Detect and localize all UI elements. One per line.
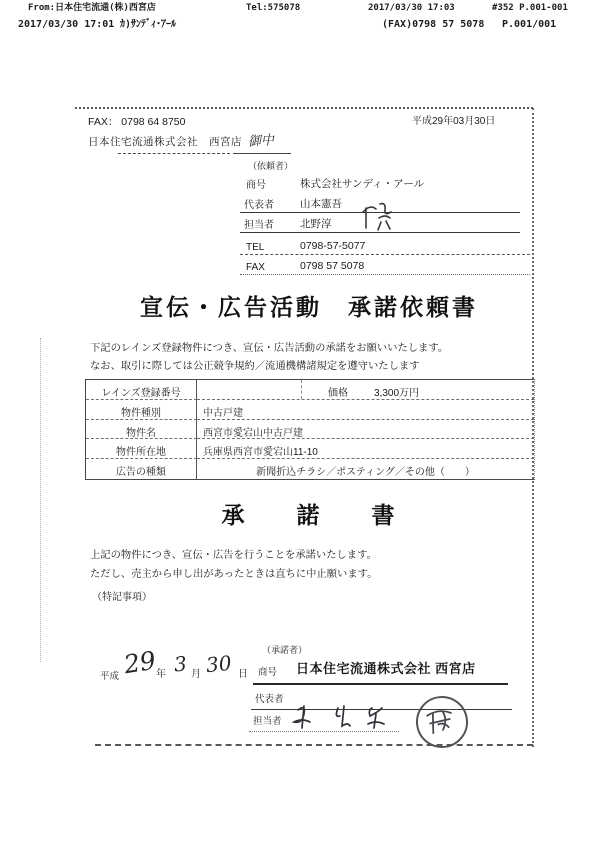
ad-type-label: 広告の種類	[86, 459, 197, 479]
date-month-unit: 月	[191, 669, 201, 680]
price-label: 価格	[328, 388, 348, 399]
price-value: 3,300万円	[374, 388, 420, 399]
fax-header-from: From:日本住宅流通(株)西宮店	[28, 3, 156, 13]
tel-underline	[240, 254, 530, 255]
ad-type-value: 新聞折込チラシ／ポスティング／その他（ ）	[256, 467, 475, 479]
approval-seal	[413, 693, 471, 751]
reins-number-value	[197, 380, 302, 399]
property-name-value: 西宮市愛宕山中古戸建	[197, 420, 534, 440]
consenter-party-label: （承諾者）	[262, 645, 308, 655]
document-date: 平成29年03月30日	[412, 116, 496, 127]
consent-line1: 上記の物件につき、宣伝・広告を行うことを承諾いたします。	[90, 550, 377, 561]
requester-person-value: 北野淳	[300, 218, 332, 230]
reins-number-and-price-cell	[197, 380, 534, 400]
page-border-left	[40, 338, 41, 662]
date-day-handwritten: 30	[204, 650, 233, 678]
date-year-handwritten: 29	[121, 645, 158, 680]
fax-header2-page: P.001/001	[502, 19, 557, 30]
requester-company-label: 商号	[246, 180, 266, 191]
consenter-representative-label: 代表者	[255, 694, 284, 705]
property-address-value: 兵庫県西宮市愛宕山11-10	[197, 439, 534, 459]
date-month-handwritten: 3	[172, 651, 188, 677]
addressee-underline-solid	[233, 153, 291, 154]
property-type-label: 物件種別	[86, 400, 197, 420]
reins-number-label: レインズ登録番号	[86, 380, 197, 400]
requester-party-label: （依頼者）	[248, 161, 294, 171]
fax-header-tel: Tel:575078	[246, 3, 301, 13]
addressee-honorific-handwritten: 御中	[247, 133, 275, 150]
requester-representative-value: 山本憲吾	[300, 198, 342, 210]
property-address-label: 物件所在地	[86, 439, 197, 459]
handwritten-check-mark	[360, 200, 396, 234]
requester-company-value: 株式会社サンディ・アール	[300, 178, 425, 190]
request-form-title: 宣伝・広告活動 承諾依頼書	[140, 294, 478, 321]
approval-seal-marks	[415, 696, 464, 745]
requester-representative-label: 代表者	[244, 200, 274, 211]
special-notes-label: （特記事項）	[92, 592, 152, 603]
requester-fax-label: FAX	[246, 262, 265, 273]
addressee-name: 日本住宅流通株式会社 西宮店	[88, 136, 242, 148]
consenter-company-label: 商号	[258, 667, 278, 678]
request-intro-line1: 下記のレインズ登録物件につき、宣伝・広告活動の承諾をお願いいたします。	[90, 343, 449, 354]
fax-to-number: FAX： 0798 64 8750	[88, 116, 186, 128]
date-year-unit: 年	[156, 669, 166, 680]
date-era-label: 平成	[100, 671, 120, 682]
requester-person-label: 担当者	[244, 220, 274, 231]
fax-header2-fax: (FAX)0798 57 5078	[382, 19, 485, 30]
person-underline	[240, 232, 520, 233]
fax-header2-datetime: 2017/03/30 17:01	[18, 19, 115, 30]
fax-header2-sender: ｶ)ｻﾝﾃﾞｨ･ｱｰﾙ	[120, 19, 177, 30]
requester-fax-value: 0798 57 5078	[300, 260, 365, 272]
fax-underline	[240, 274, 530, 275]
date-day-unit: 日	[238, 669, 248, 680]
requester-tel-label: TEL	[246, 242, 265, 253]
consenter-company-underline	[253, 683, 508, 685]
consent-form-title: 承 諾 書	[221, 502, 397, 529]
handwritten-signature	[290, 700, 400, 736]
consent-line2: ただし、売主から申し出があったときは直ちに中止願います。	[90, 569, 378, 580]
requester-tel-value: 0798-57-5077	[300, 240, 366, 252]
page-border-bottom	[95, 744, 533, 746]
property-table	[85, 379, 535, 480]
property-type-value: 中古戸建	[197, 400, 534, 420]
consenter-person-label: 担当者	[253, 716, 282, 727]
consenter-company-value: 日本住宅流通株式会社 西宮店	[296, 661, 476, 676]
property-name-label: 物件名	[86, 420, 197, 440]
addressee-underline-dashed	[118, 153, 230, 154]
fax-header-ref: #352 P.001-001	[492, 3, 568, 13]
request-intro-line2: なお、取引に際しては公正競争規約／流通機構諸規定を遵守いたします	[90, 361, 420, 372]
fax-header-datetime: 2017/03/30 17:03	[368, 3, 455, 13]
page-border-top	[75, 107, 533, 109]
